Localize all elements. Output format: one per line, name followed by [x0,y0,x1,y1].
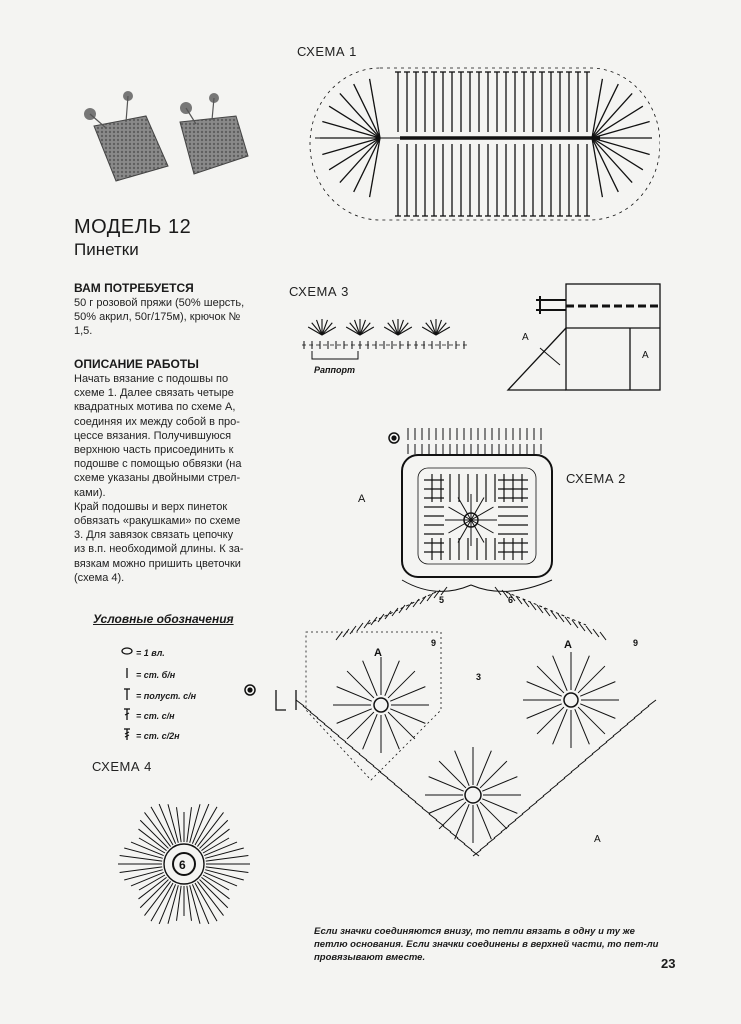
work-line: (схема 4). [74,571,125,584]
materials-line: 50% акрил, 50г/175м), крючок № [74,311,241,324]
rapport-label: Раппорт [314,365,356,375]
work-heading: ОПИСАНИЕ РАБОТЫ [74,357,199,371]
motif-a-label: А [564,639,572,651]
chain-icon [120,647,134,658]
scheme-1-label: СХЕМА 1 [297,44,357,59]
bottom-note: Если значки соединяются внизу, то петли вязать в одну и ту же петлю основания. Если значки соединены в верхней части, то пет-ли провязывают вместе. [314,926,659,963]
count-6: 6 [508,595,514,605]
work-line: ками). [74,486,106,499]
work-line: Край подошвы и верх пинеток [74,500,228,513]
legend-row [120,687,196,704]
scheme-2-label: СХЕМА 2 [566,471,626,486]
scheme-4-label: СХЕМА 4 [92,759,152,774]
dc-icon [120,707,134,724]
count-9: 9 [431,638,437,648]
sc-icon [120,667,134,682]
page-number: 23 [661,956,676,971]
work-line: цессе вязания. Получившуюся [74,429,232,442]
work-line: подошве с помощью обвязки (на [74,458,242,471]
model-subtitle: Пинетки [74,240,139,259]
scheme-2-diagram [236,410,706,910]
hdc-icon [120,687,134,704]
work-line: обвязать «ракушками» по схеме [74,515,241,528]
tr-icon [120,727,134,744]
work-line: схеме указаны двойными стрел- [74,472,241,485]
materials-line: 1,5. [74,325,93,338]
legend-text: = 1 вл. [136,647,165,658]
legend-text: = полуст. с/н [136,690,197,701]
model-title: МОДЕЛЬ 12 [74,216,192,238]
construction-diagram [500,280,670,395]
work-line: из в.п. необходимой длины. К за- [74,543,244,556]
construction-a-label: А [642,350,649,361]
legend-row [120,647,165,658]
motif-a-label: А [374,647,382,659]
legend-text: = ст. б/н [136,669,176,680]
scheme-3-diagram [300,305,470,375]
flower-center-count: 6 [179,858,186,872]
work-line: Начать вязание с подошвы по [74,373,229,385]
work-line: квадратных мотива по схеме А, [74,401,236,414]
count-3: 3 [476,672,482,682]
scheme-4-diagram [106,792,264,942]
count-9: 9 [633,638,639,648]
legend-row [120,707,175,724]
legend-row [120,727,180,744]
scheme-1-diagram [300,58,660,230]
materials-line: 50 г розовой пряжи (50% шерсть, [74,297,245,309]
materials-heading: ВАМ ПОТРЕБУЕТСЯ [74,281,194,295]
work-line: 3. Для завязок связать цепочку [74,529,234,542]
legend-title: Условные обозначения [93,612,234,626]
booties-photo [76,86,266,210]
scheme-3-label: СХЕМА 3 [289,284,349,299]
work-line: верхнюю часть присоединить к [74,444,234,457]
work-line: схеме 1. Далее связать четыре [74,387,234,400]
materials-text [74,296,264,339]
count-5: 5 [439,595,445,605]
motif-a-label: А [358,493,366,505]
construction-a-label: А [522,332,529,343]
legend-text: = ст. с/2н [136,730,180,741]
work-line: соединяя их между собой в про- [74,415,240,428]
work-line: вязкам можно пришить цветочки [74,557,241,570]
motif-a-label: A [594,834,601,845]
legend-row [120,667,175,682]
legend-text: = ст. с/н [136,710,175,721]
